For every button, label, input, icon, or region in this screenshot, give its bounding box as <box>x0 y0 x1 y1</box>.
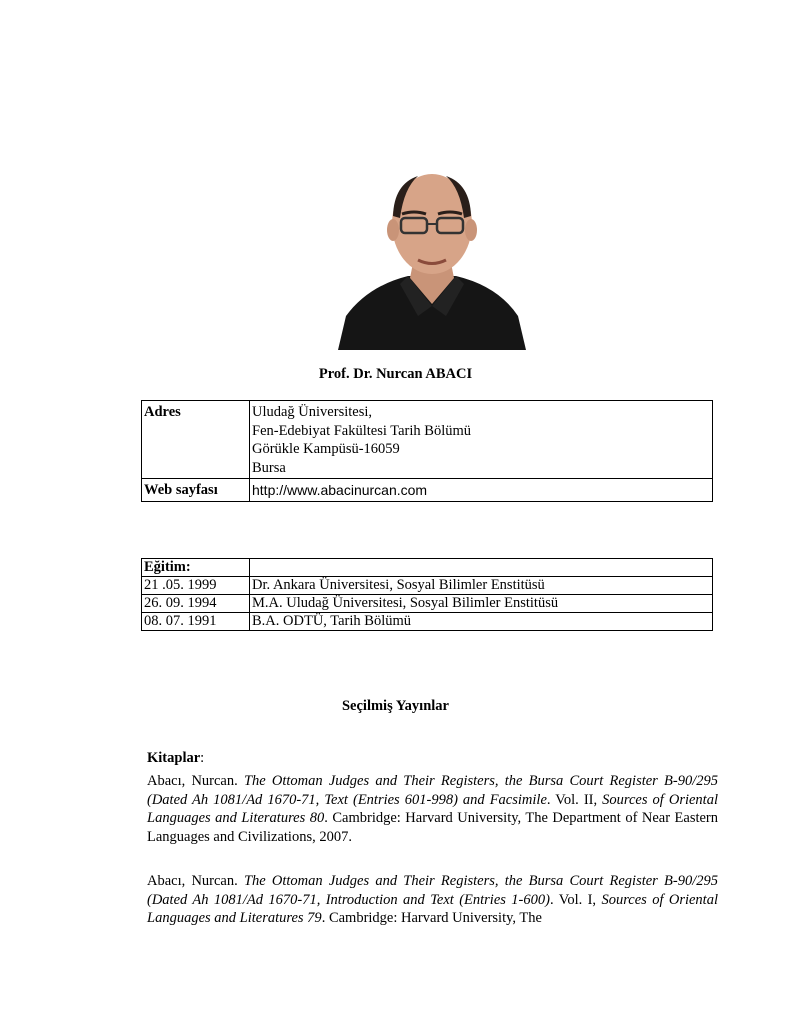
web-label: Web sayfası <box>142 479 250 502</box>
address-value <box>250 401 713 479</box>
education-date: 26. 09. 1994 <box>142 595 250 613</box>
education-row <box>142 595 713 613</box>
education-table <box>141 558 713 631</box>
address-line: Uludağ Üniversitesi, <box>252 404 373 420</box>
education-row <box>142 577 713 595</box>
education-desc: B.A. ODTÜ, Tarih Bölümü <box>250 613 713 631</box>
address-row <box>142 401 713 479</box>
address-line: Bursa <box>252 459 286 476</box>
education-row <box>142 613 713 631</box>
pub-tail: . Cambridge: Harvard University, The <box>321 910 542 926</box>
address-line: Görükle Kampüsü-16059 <box>252 441 400 457</box>
publication-entry <box>147 772 718 846</box>
address-line: Fen-Edebiyat Fakültesi Tarih Bölümü <box>252 422 472 439</box>
pub-series: Sources of Oriental Languages and Literatures 80 <box>147 791 718 826</box>
books-label: Kitaplar <box>147 750 201 766</box>
pub-mid: . Vol. II, <box>546 791 603 808</box>
publications-title: Seçilmiş Yayınlar <box>341 698 449 714</box>
web-row <box>142 479 713 502</box>
web-link[interactable]: http://www.abacinurcan.com <box>250 479 713 502</box>
books-colon: : <box>200 750 205 766</box>
pub-author: Abacı, Nurcan. <box>147 873 244 889</box>
pub-author: Abacı, Nurcan. <box>147 773 244 789</box>
education-header-empty <box>250 559 713 577</box>
education-date: 08. 07. 1991 <box>142 613 250 631</box>
contact-table <box>141 400 713 502</box>
books-heading <box>147 750 204 767</box>
pub-mid: . Vol. I, <box>549 891 602 908</box>
education-desc: M.A. Uludağ Üniversitesi, Sosyal Bilimler Enstitüsü <box>250 595 713 613</box>
pub-title: The Ottoman Judges and Their Registers, the Bursa Court Register B-90/295 (Dated Ah 1081/Ad 1670-71, Text (Entries 601-998) and Facsimile <box>147 773 718 808</box>
pub-tail: . Cambridge: Harvard University, The Department of Near Eastern Languages and Civilizations, 2007. <box>147 810 719 845</box>
address-label: Adres <box>142 401 250 479</box>
education-header: Eğitim: <box>142 559 250 577</box>
pub-series: Sources of Oriental Languages and Literatures 79 <box>147 891 718 926</box>
pub-title: The Ottoman Judges and Their Registers, the Bursa Court Register B-90/295 (Dated Ah 1081/Ad 1670-71, Introduction and Text (Entries 1-600) <box>147 873 718 908</box>
education-desc: Dr. Ankara Üniversitesi, Sosyal Bilimler Enstitüsü <box>250 577 713 595</box>
education-header-row <box>142 559 713 577</box>
profile-name: Prof. Dr. Nurcan ABACI <box>318 366 473 382</box>
publication-entry <box>147 872 718 928</box>
profile-photo <box>338 166 526 350</box>
education-date: 21 .05. 1999 <box>142 577 250 595</box>
